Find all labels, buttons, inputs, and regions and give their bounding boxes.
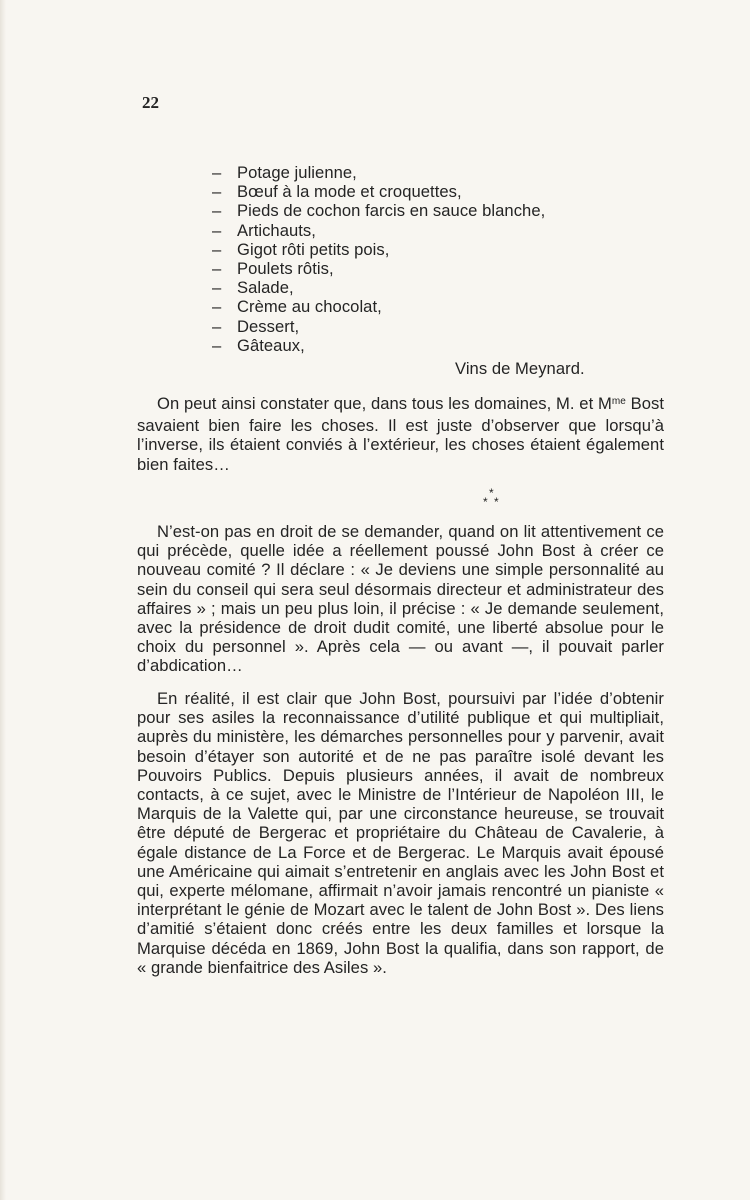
menu-item-text: Bœuf à la mode et croquettes, [237, 182, 462, 202]
menu-item [212, 240, 652, 259]
wine-line: Vins de Meynard. [455, 359, 585, 378]
menu-dash: – [212, 278, 222, 298]
menu-item [212, 182, 652, 201]
menu-item-text: Dessert, [237, 316, 300, 336]
menu-item [212, 297, 652, 316]
menu-dash: – [212, 201, 222, 221]
menu-list [212, 163, 652, 355]
menu-item-text: Potage julienne, [237, 163, 357, 182]
madame-superscript: me [611, 396, 626, 407]
menu-item-text: Artichauts, [237, 220, 316, 240]
menu-dash: – [212, 297, 222, 317]
menu-dash: – [212, 220, 222, 240]
menu-dash: – [212, 335, 222, 355]
asterism-star: * [483, 495, 488, 509]
page-number: 22 [142, 93, 160, 112]
paragraph-text-before-superscript: On peut ainsi constater que, dans tous les domaines, M. et M [157, 394, 612, 413]
menu-dash: – [212, 239, 222, 259]
menu-item-text: Crème au chocolat, [237, 297, 382, 317]
menu-item-text: Poulets rôtis, [237, 258, 334, 278]
menu-item [212, 259, 652, 278]
menu-item-text: Pieds de cochon farcis en sauce blanche, [237, 201, 546, 221]
menu-item-text: Gigot rôti petits pois, [237, 239, 390, 259]
menu-item [212, 201, 652, 220]
asterism-star: * [489, 486, 494, 500]
paragraph-text-after-superscript: Bost savaient bien faire les choses. Il est juste d’observer que lorsqu’à l’inverse, ils étaient conviés à l’extérieur, les choses étaient également bien faites… [137, 394, 664, 474]
menu-dash: – [212, 182, 222, 202]
asterism-star: * [494, 495, 499, 509]
menu-dash: – [212, 258, 222, 278]
menu-item [212, 221, 652, 240]
menu-item [212, 317, 652, 336]
menu-item-text: Salade, [237, 278, 294, 298]
menu-item [212, 336, 652, 355]
menu-dash: – [212, 316, 222, 336]
section-asterism [483, 487, 503, 512]
paragraph-committee-question: N’est-on pas en droit de se demander, quand on lit attentivement ce qui précède, quelle idée a réellement poussé John Bost à créer ce nouveau comité ? Il déclare : « Je deviens une simple personnalité au sein du conseil qui sera seul désormais directeur et administrateur des affaires » ; mais un peu plus loin, il précise : « Je demande seulement, avec la présidence de droit dudit comité, une liberté absolue pour le choix du personnel ». Après cela — ou avant —, il pouvait parler d’abdication… [137, 522, 664, 676]
menu-item-text: Gâteaux, [237, 335, 305, 355]
paragraph-bost-relations: En réalité, il est clair que John Bost, poursuivi par l’idée d’obtenir pour ses asiles la reconnaissance d’utilité publique et qui multipliait, auprès du ministère, les démarches personnelles pour y parvenir, avait besoin d’étayer son autorité et de ne pas paraître isolé devant les Pouvoirs Publics. Depuis plusieurs années, il avait de nombreux contacts, à ce sujet, avec le Ministre de l’Intérieur de Napoléon III, le Marquis de la Valette qui, par une circonstance heureuse, se trouvait être député de Bergerac et propriétaire du Château de Cavalerie, à égale distance de La Force et de Bergerac. Le Marquis avait épousé une Américaine qui aimait s’entretenir en anglais avec les John Bost et qui, experte mélomane, affirmait n’avoir jamais rencontré un pianiste « interprétant le génie de Mozart avec le talent de John Bost ». Des liens d’amitié s’étaient donc créés entre les deux familles et lorsque la Marquise décéda en 1869, John Bost la qualifia, dans son rapport, de « grande bienfaitrice des Asiles ». [137, 689, 664, 977]
paragraph-bost-hospitality [137, 394, 664, 474]
menu-item [212, 278, 652, 297]
menu-item [212, 163, 652, 182]
menu-dash: – [212, 163, 222, 182]
